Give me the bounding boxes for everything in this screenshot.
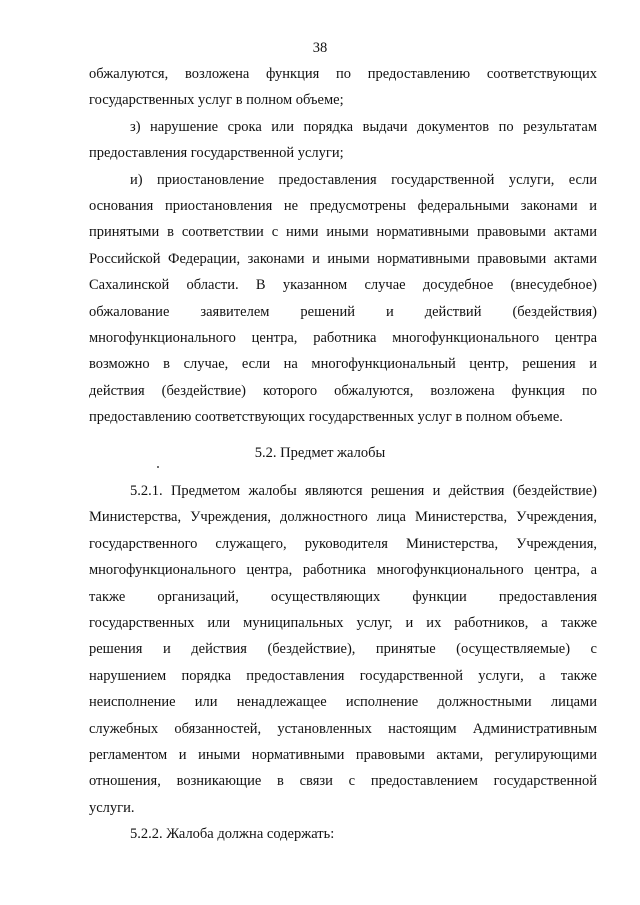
text-line: государственных услуг в полном объеме; — [89, 92, 344, 109]
text-line: служебных обязанностей, установленных настоящим Административным — [89, 720, 597, 737]
text-line: государственного служащего, руководителя Министерства, Учреждения, — [89, 535, 597, 552]
text-line: 5.2.1. Предметом жалобы являются решения и действия (бездействие) — [130, 483, 597, 499]
text-line: Российской Федерации, законами и иными нормативными правовыми актами — [89, 250, 597, 267]
text-line: 5.2.2. Жалоба должна содержать: — [130, 826, 335, 843]
text-line: предоставлению соответствующих государственных услуг в полном объеме. — [89, 409, 563, 426]
text-line: отношения, возникающие в связи с предоставлением государственной — [89, 773, 597, 790]
text-line: решения и действия (бездействие), принятые (осуществляемые) с — [89, 641, 597, 658]
text-line: действия (бездействие) которого обжалуются, возложена функция по — [89, 382, 597, 399]
text-line: нарушением порядка предоставления государственной услуги, а также — [89, 667, 597, 684]
text-line: Сахалинской области. В указанном случае досудебное (внесудебное) — [89, 277, 597, 294]
text-line: возможно в случае, если на многофункциональный центр, решения и — [89, 356, 597, 373]
text-line: многофункционального центра, работника многофункционального центра, а — [89, 562, 597, 579]
page-number: 38 — [312, 40, 328, 56]
text-line: з) нарушение срока или порядка выдачи документов по результатам — [130, 118, 597, 135]
paragraph-block-2 — [89, 478, 597, 847]
text-line: принятыми в соответствии с ними иными нормативными правовыми актами — [89, 224, 597, 241]
scan-speck — [157, 466, 159, 468]
text-line: Министерства, Учреждения, должностного лица Министерства, Учреждения, — [89, 509, 597, 526]
text-line: основания приостановления не предусмотрены федеральными законами и — [89, 197, 597, 214]
text-line: и) приостановление предоставления государственной услуги, если — [130, 171, 597, 188]
text-line: предоставления государственной услуги; — [89, 145, 344, 162]
text-line: государственных или муниципальных услуг, и их работников, а также — [89, 614, 597, 631]
text-line: обжалуются, возложена функция по предоставлению соответствующих — [89, 66, 597, 82]
section-heading: 5.2. Предмет жалобы — [254, 445, 386, 461]
paragraph-block-1 — [89, 61, 597, 430]
text-line: услуги. — [89, 799, 135, 816]
text-line: также организаций, осуществляющих функции предоставления — [89, 588, 597, 605]
text-line: неисполнение или ненадлежащее исполнение должностными лицами — [89, 694, 597, 711]
text-line: обжалование заявителем решений и действий (бездействия) — [89, 303, 597, 320]
text-line: регламентом и иными нормативными правовыми актами, регулирующими — [89, 746, 597, 763]
text-line: многофункционального центра, работника многофункционального центра — [89, 329, 597, 346]
